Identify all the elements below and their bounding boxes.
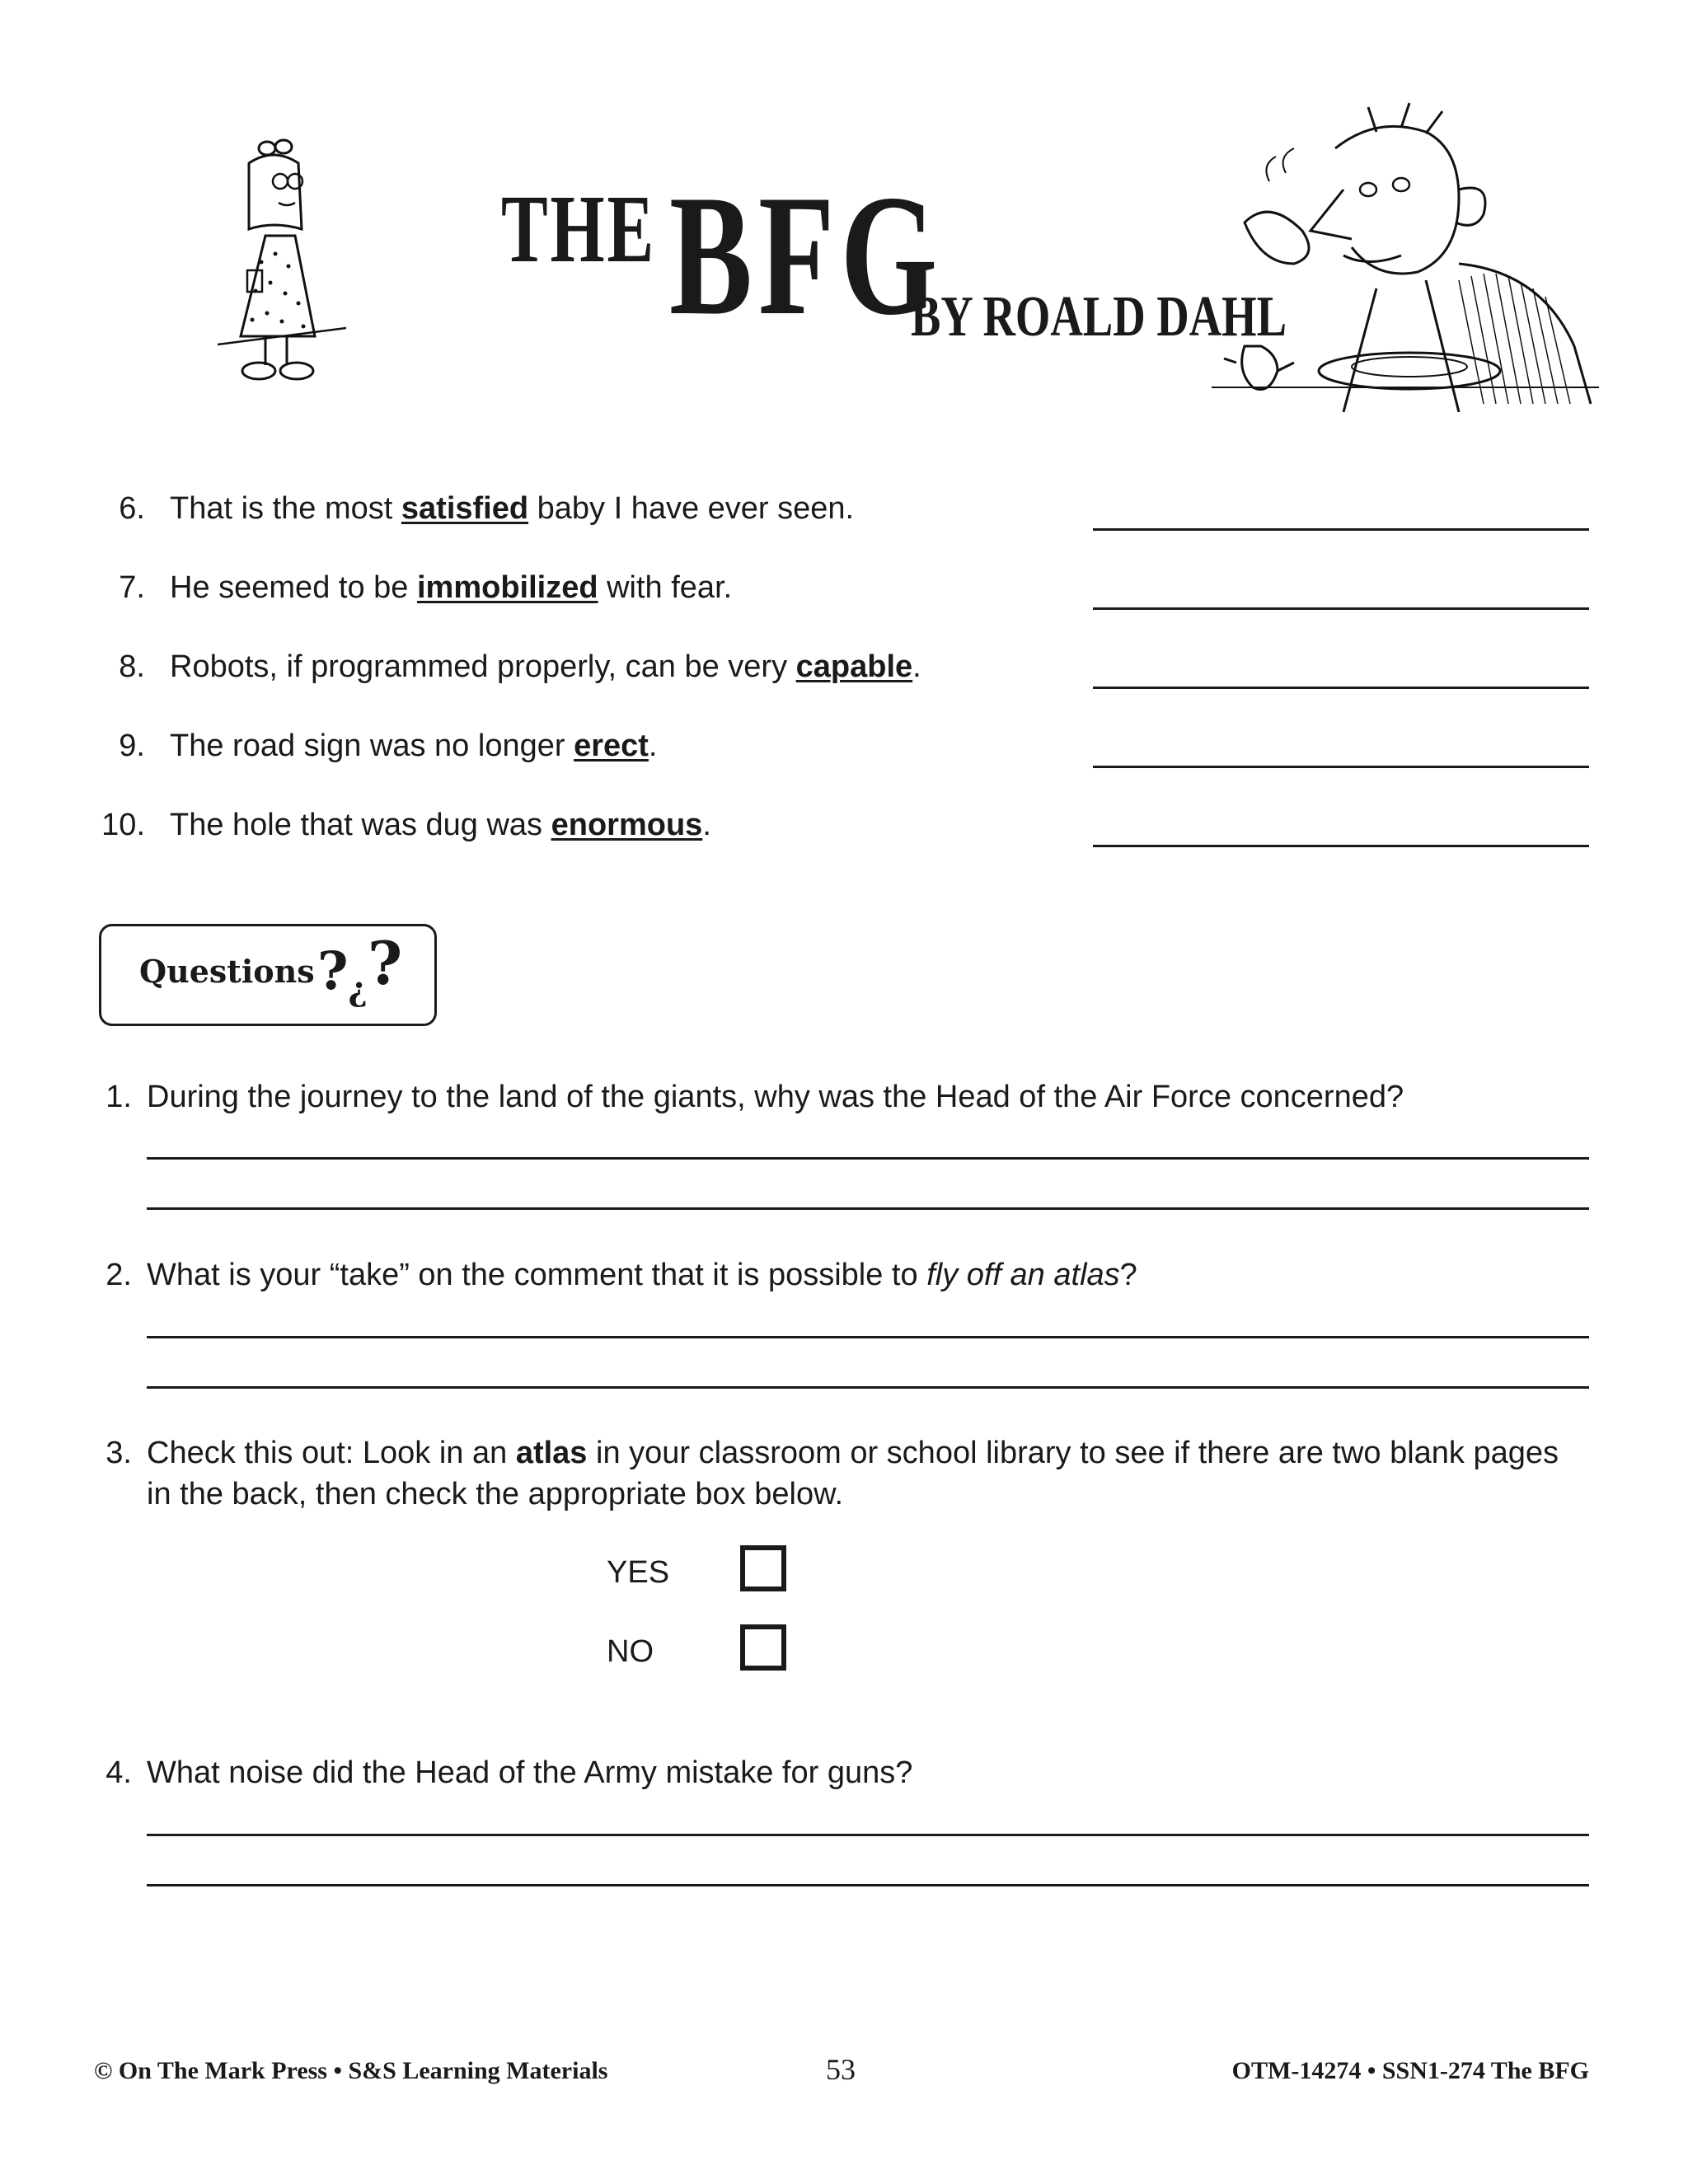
question-3-text xyxy=(147,1432,1581,1515)
questions-header-box xyxy=(99,924,437,1026)
vocab-text-before: Robots, if programmed properly, can be very xyxy=(170,649,796,684)
footer-product-code: OTM-14274 • SSN1-274 The BFG xyxy=(1231,2057,1589,2084)
girl-illustration xyxy=(216,130,348,394)
vocab-text-after: . xyxy=(702,808,711,842)
question-1-answer-line-1[interactable] xyxy=(147,1157,1589,1160)
vocab-item xyxy=(0,800,1688,850)
question-4-answer-line-2[interactable] xyxy=(147,1884,1589,1886)
vocab-item xyxy=(0,721,1688,771)
vocab-text-before: That is the most xyxy=(170,491,401,526)
question-4-number: 4. xyxy=(106,1755,132,1790)
question-2-text xyxy=(147,1254,1597,1296)
footer-publisher: © On The Mark Press • S&S Learning Materials xyxy=(94,2057,608,2084)
vocab-text-after: . xyxy=(648,729,658,763)
question-2-text-after: ? xyxy=(1119,1258,1137,1292)
title-the: THE xyxy=(501,175,657,283)
question-3-text-after: in your classroom or school library to see if there are two blank pages in the back, then check the appropriate box below. xyxy=(147,1436,1559,1511)
vocab-number: 10. xyxy=(101,808,145,842)
vocab-answer-line[interactable] xyxy=(1093,766,1589,768)
question-mark-glyph: ? xyxy=(317,940,349,1002)
question-1-text: During the journey to the land of the giants, why was the Head of the Air Force concerned? xyxy=(147,1080,1404,1114)
no-label: NO xyxy=(607,1634,654,1669)
question-3-bold-word: atlas xyxy=(515,1436,588,1470)
vocab-item xyxy=(0,642,1688,691)
questions-label: Questions xyxy=(139,953,315,990)
vocab-word: satisfied xyxy=(401,491,529,526)
vocab-text-before: The hole that was dug was xyxy=(170,808,551,842)
vocab-word: capable xyxy=(795,649,913,684)
vocab-answer-line[interactable] xyxy=(1093,845,1589,847)
vocab-word: immobilized xyxy=(416,570,598,605)
question-mark-glyph: ? xyxy=(367,928,403,998)
question-2-text-before: What is your “take” on the comment that it is possible to xyxy=(147,1258,927,1292)
question-4-answer-line-1[interactable] xyxy=(147,1834,1589,1836)
page-number: 53 xyxy=(826,2053,856,2086)
yes-label: YES xyxy=(607,1555,670,1590)
vocab-number: 6. xyxy=(119,491,145,526)
vocab-number: 7. xyxy=(119,570,145,605)
vocab-item xyxy=(0,563,1688,612)
vocab-text-before: He seemed to be xyxy=(170,570,417,605)
vocab-text-after: baby I have ever seen. xyxy=(528,491,855,526)
vocab-item xyxy=(0,484,1688,533)
vocab-word: erect xyxy=(574,729,649,763)
vocab-number: 8. xyxy=(119,649,145,684)
vocab-text-before: The road sign was no longer xyxy=(170,729,574,763)
question-3-text-before: Check this out: Look in an xyxy=(147,1436,516,1470)
vocab-text-after: . xyxy=(912,649,921,684)
title-byline: BY ROALD DAHL xyxy=(911,285,1287,349)
vocab-word: enormous xyxy=(551,808,703,842)
vocab-sentence xyxy=(170,721,657,771)
vocab-answer-line[interactable] xyxy=(1093,528,1589,531)
vocab-number: 9. xyxy=(119,729,145,763)
vocab-sentence xyxy=(170,484,854,533)
no-checkbox[interactable] xyxy=(740,1624,786,1671)
vocab-sentence xyxy=(170,563,732,612)
question-2-answer-line-2[interactable] xyxy=(147,1386,1589,1389)
question-marks-icon xyxy=(317,928,403,1009)
title-bfg: BFG xyxy=(669,160,944,351)
question-2-answer-line-1[interactable] xyxy=(147,1336,1589,1338)
giant-illustration xyxy=(1212,99,1599,412)
question-1-answer-line-2[interactable] xyxy=(147,1207,1589,1210)
question-2-italic-phrase: fly off an atlas xyxy=(926,1258,1120,1292)
question-mark-glyph: ¿ xyxy=(348,970,368,1009)
question-3-number: 3. xyxy=(106,1436,132,1470)
vocab-answer-line[interactable] xyxy=(1093,607,1589,610)
vocab-text-after: with fear. xyxy=(598,570,733,605)
vocab-sentence xyxy=(170,800,711,850)
question-2-number: 2. xyxy=(106,1258,132,1292)
question-1-number: 1. xyxy=(106,1080,132,1114)
vocab-answer-line[interactable] xyxy=(1093,687,1589,689)
question-4-text: What noise did the Head of the Army mistake for guns? xyxy=(147,1755,913,1790)
yes-checkbox[interactable] xyxy=(740,1545,786,1591)
vocab-sentence xyxy=(170,642,921,691)
